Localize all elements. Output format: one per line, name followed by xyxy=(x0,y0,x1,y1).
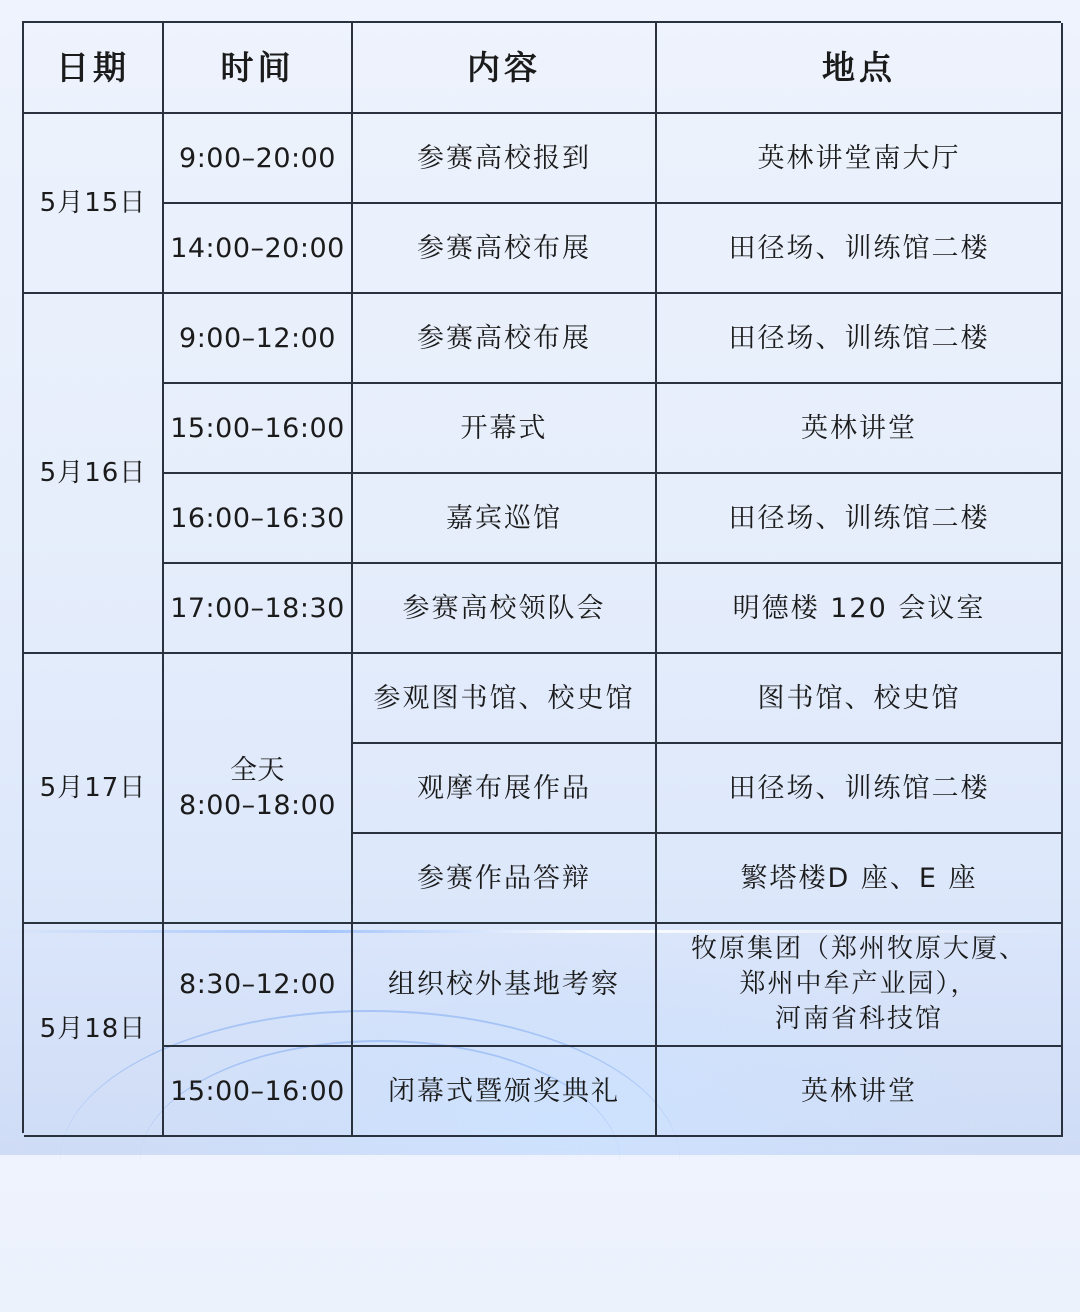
place-cell: 田径场、训练馆二楼 xyxy=(657,474,1063,564)
place-cell: 英林讲堂 xyxy=(657,384,1063,474)
time-cell: 9:00–12:00 xyxy=(164,294,353,384)
header-date: 日期 xyxy=(24,23,164,114)
content-cell: 参赛高校布展 xyxy=(353,294,657,384)
content-cell: 参赛高校报到 xyxy=(353,114,657,204)
place-cell: 牧原集团（郑州牧原大厦、 郑州中牟产业园）， 河南省科技馆 xyxy=(657,924,1063,1047)
place-cell: 图书馆、校史馆 xyxy=(657,654,1063,744)
time-cell: 16:00–16:30 xyxy=(164,474,353,564)
header-time: 时间 xyxy=(164,23,353,114)
schedule-table xyxy=(22,21,1061,1133)
header-place: 地点 xyxy=(657,23,1063,114)
date-cell: 5月15日 xyxy=(24,114,164,294)
place-cell: 田径场、训练馆二楼 xyxy=(657,744,1063,834)
date-cell: 5月17日 xyxy=(24,654,164,924)
time-cell: 15:00–16:00 xyxy=(164,384,353,474)
place-cell: 英林讲堂南大厅 xyxy=(657,114,1063,204)
date-cell: 5月18日 xyxy=(24,924,164,1137)
place-cell: 繁塔楼D 座、E 座 xyxy=(657,834,1063,924)
content-cell: 参观图书馆、校史馆 xyxy=(353,654,657,744)
content-cell: 闭幕式暨颁奖典礼 xyxy=(353,1047,657,1137)
content-cell: 参赛作品答辩 xyxy=(353,834,657,924)
place-cell: 田径场、训练馆二楼 xyxy=(657,294,1063,384)
header-content: 内容 xyxy=(353,23,657,114)
time-cell: 8:30–12:00 xyxy=(164,924,353,1047)
place-cell: 英林讲堂 xyxy=(657,1047,1063,1137)
time-cell: 全天 8:00–18:00 xyxy=(164,654,353,924)
date-cell: 5月16日 xyxy=(24,294,164,654)
time-cell: 17:00–18:30 xyxy=(164,564,353,654)
place-cell: 田径场、训练馆二楼 xyxy=(657,204,1063,294)
time-cell: 9:00–20:00 xyxy=(164,114,353,204)
content-cell: 观摩布展作品 xyxy=(353,744,657,834)
place-cell: 明德楼 120 会议室 xyxy=(657,564,1063,654)
content-cell: 参赛高校布展 xyxy=(353,204,657,294)
content-cell: 开幕式 xyxy=(353,384,657,474)
content-cell: 嘉宾巡馆 xyxy=(353,474,657,564)
time-cell: 14:00–20:00 xyxy=(164,204,353,294)
time-cell: 15:00–16:00 xyxy=(164,1047,353,1137)
content-cell: 参赛高校领队会 xyxy=(353,564,657,654)
content-cell: 组织校外基地考察 xyxy=(353,924,657,1047)
